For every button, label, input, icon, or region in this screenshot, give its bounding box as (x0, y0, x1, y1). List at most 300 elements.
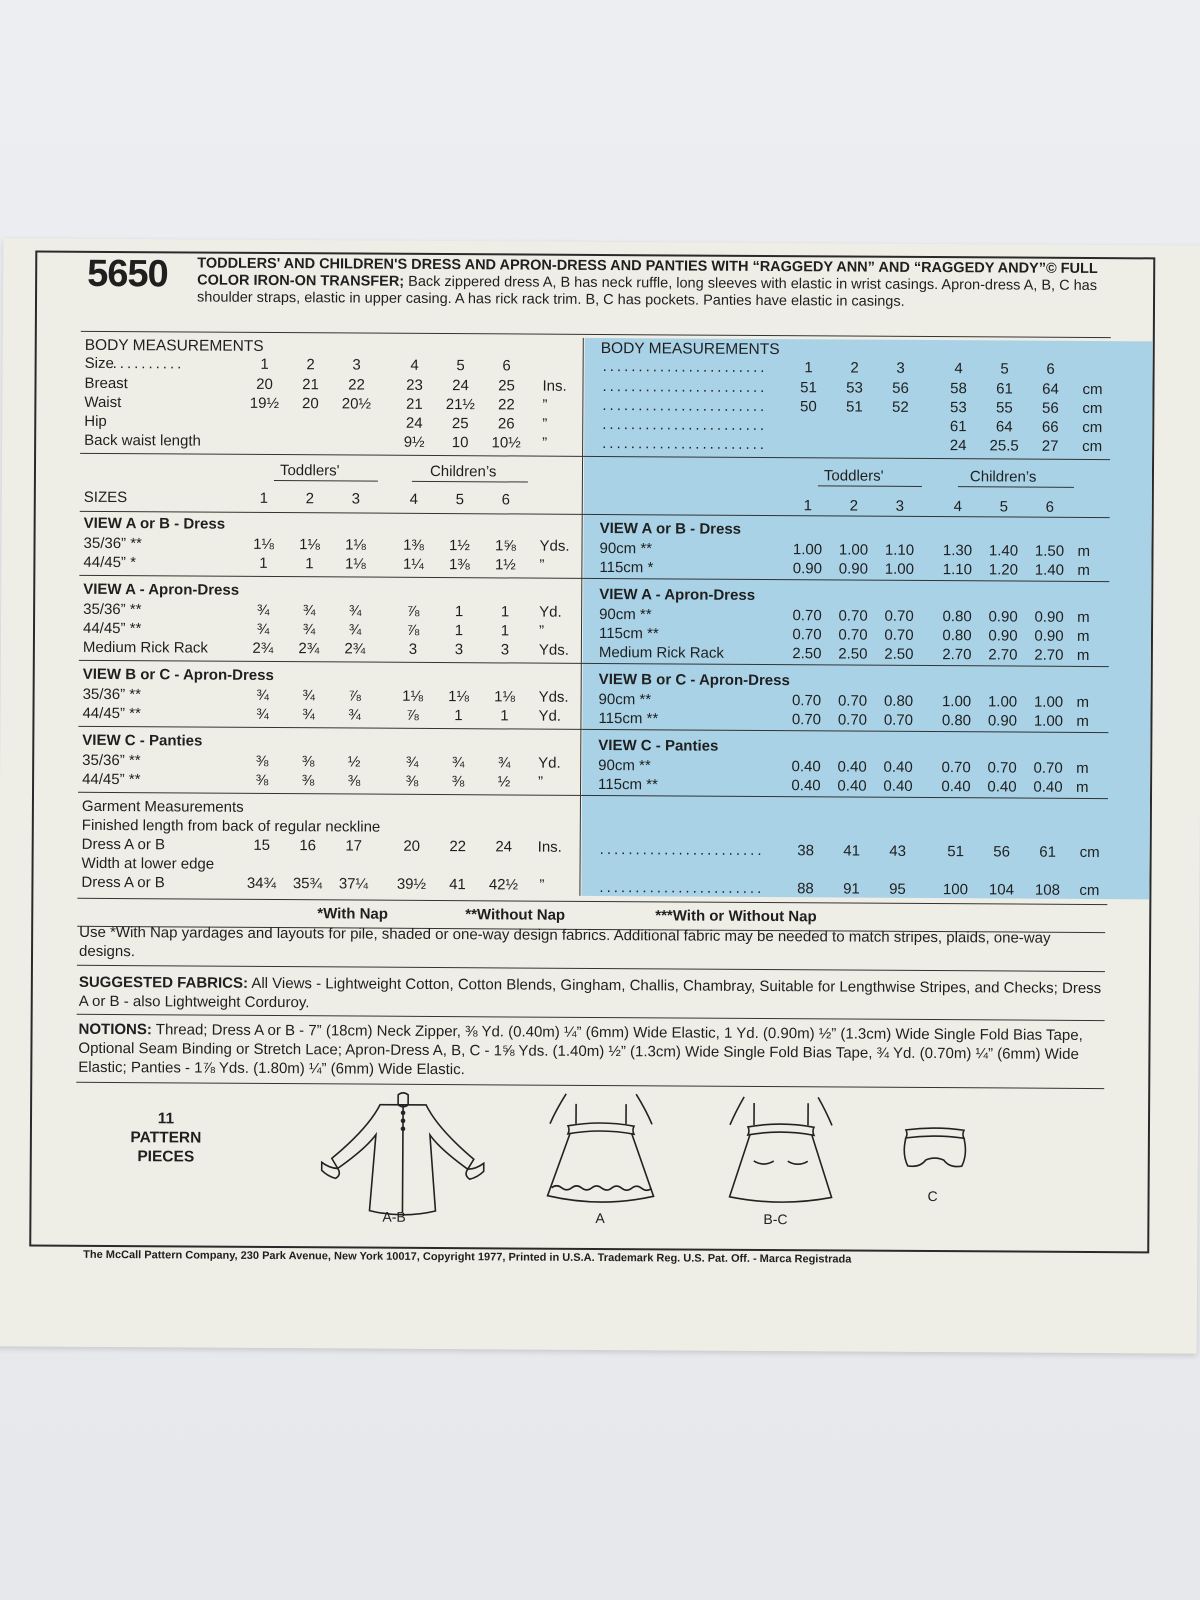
notions-text: Thread; Dress A or B - 7” (18cm) Neck Zipper, ⅜ Yd. (0.40m) ¼” (6mm) Wide Elastic, 1 Yd. (0.90m) ½” (1.3cm) Wide Single Fold Bias Tape, Optional Seam Binding or Stretch Lace; Apron-Dress A, B, C - 1⅝ Yds. (1.40m) ½” (1.3cm) Wide Single Fold Bias Tape, ¾ Yd. (0.70m) ¼” (6mm) Wide Elastic; Panties - 1⅞ Yds. (1.80m) ¼” (6mm) Wide Elastic. (78, 1021, 1083, 1079)
size-cell: 5 (456, 357, 465, 375)
body-measurements-heading-metric: BODY MEASUREMENTS (600, 339, 780, 359)
measurement-value: 22 (497, 396, 515, 414)
view-heading-metric: VIEW A - Apron-Dress (599, 585, 756, 604)
yardage-value: 3 (408, 640, 418, 658)
length-metric-unit: cm (1079, 843, 1100, 862)
measurement-value: 20 (256, 375, 273, 393)
pattern-pieces (116, 1109, 216, 1167)
yardage-value: ¾ (497, 754, 511, 772)
width-metric: 108 (1034, 881, 1060, 899)
metric-value: 0.70 (837, 711, 868, 729)
size-header: 4 (409, 490, 419, 508)
metric-value: 1.10 (884, 541, 915, 559)
body-measurements-heading: BODY MEASUREMENTS (84, 336, 264, 355)
yardage-label: 35/36” ** (83, 534, 142, 553)
yardage-label: 35/36” ** (83, 600, 142, 619)
size-header-metric: 4 (953, 498, 962, 516)
yardage-label: 44/45” ** (82, 770, 141, 789)
yardage-value: 1⅛ (345, 536, 367, 554)
apron-dress-bc-sketch (725, 1091, 836, 1212)
measurement-value: 20½ (341, 395, 372, 413)
yardage-value: 3 (500, 641, 510, 659)
yardage-value: ⅜ (255, 771, 269, 789)
length-metric: 61 (1039, 843, 1057, 861)
finished-length: Finished length from back of regular neckline (81, 816, 381, 836)
pattern-pieces-line1: PATTERN (130, 1129, 202, 1147)
metric-value: 0.90 (988, 608, 1018, 626)
measurement-metric: 50 (799, 398, 817, 416)
size-header: 1 (259, 489, 269, 507)
length-metric: 56 (993, 843, 1011, 861)
metric-unit: m (1076, 646, 1090, 664)
length-value: 17 (345, 837, 363, 855)
view-heading-metric: VIEW B or C - Apron-Dress (598, 670, 790, 690)
measurement-value: 23 (406, 376, 423, 394)
measurement-metric: 55 (995, 399, 1013, 417)
sizes-label: SIZES (83, 488, 128, 507)
yardage-value: ¾ (348, 602, 362, 620)
size-cell: 4 (410, 356, 419, 374)
length-metric: 51 (947, 843, 965, 861)
metric-value: 0.40 (1033, 778, 1063, 796)
metric-value: 0.40 (941, 778, 971, 796)
metric-value: 0.70 (838, 607, 868, 625)
panties-c-sketch (900, 1124, 970, 1174)
nap-legend-either: ***With or Without Nap (655, 907, 817, 926)
metric-value: 0.70 (941, 759, 971, 777)
pattern-envelope-back (0, 238, 1200, 1353)
notions-label: NOTIONS: (78, 1020, 152, 1039)
yardage-unit: Yds. (538, 641, 569, 659)
pattern-description (197, 256, 1117, 313)
metric-label: 90cm ** (598, 690, 652, 709)
yardage-unit: ” (539, 556, 545, 574)
yardage-value: ¾ (302, 602, 316, 620)
dot-leader: ....................... (602, 416, 768, 435)
yardage-value: 1⅝ (495, 537, 516, 555)
measurement-metric-unit: cm (1082, 437, 1103, 456)
metric-value: 2.50 (792, 645, 822, 663)
width-value: 39½ (396, 875, 427, 893)
measurement-value: 24 (452, 377, 469, 395)
publisher-credit: The McCall Pattern Company, 230 Park Avenue, New York 10017, Copyright 1977, Printed in U.S.A. Trademark Reg. U.S. Pat. Off. - Marca Registrada (83, 1248, 852, 1266)
yardage-value: ¾ (302, 621, 316, 639)
view-heading-metric: VIEW A or B - Dress (599, 519, 742, 538)
metric-value: 0.70 (792, 607, 822, 625)
measurement-value: 26 (497, 415, 515, 433)
yardage-value: 1⅛ (402, 687, 424, 705)
measurement-unit: ” (542, 415, 548, 433)
metric-value: 0.70 (1033, 759, 1063, 777)
yardage-value: ¾ (256, 686, 269, 704)
yardage-value: 2¾ (344, 640, 366, 658)
width-value: 41 (449, 876, 466, 894)
measurement-label: Hip (84, 412, 107, 430)
measurement-value: 21½ (445, 396, 476, 414)
measurement-value: 21 (405, 395, 423, 413)
childrens-group: Children’s (429, 462, 497, 481)
measurement-metric: 56 (892, 379, 909, 397)
size-header-metric: 6 (1045, 498, 1054, 516)
metric-value: 0.40 (791, 758, 821, 776)
measurement-metric: 61 (996, 380, 1013, 398)
measurement-value: 19½ (249, 394, 280, 413)
metric-value: 2.70 (988, 646, 1018, 664)
size-header-metric: 2 (849, 497, 858, 515)
yardage-value: 1½ (449, 537, 471, 555)
measurement-metric: 27 (1041, 437, 1059, 455)
pattern-title: TODDLERS' AND CHILDREN'S DRESS AND APRON-DRESS AND PANTIES WITH “RAGGEDY ANN” AND “RAGGEDY ANDY”© FULL COLOR IRON-ON TRANSFER; (197, 255, 1098, 290)
garment-heading: Garment Measurements (81, 797, 244, 816)
metric-label: 90cm ** (599, 605, 652, 624)
view-heading: VIEW C - Panties (82, 731, 203, 750)
nap-legend-with: *With Nap (317, 905, 389, 923)
metric-unit: m (1077, 608, 1090, 626)
length-value: 15 (253, 836, 271, 854)
measurement-label: Breast (84, 374, 128, 393)
pattern-pieces-line2: PIECES (137, 1148, 195, 1166)
size-header-metric: 1 (803, 497, 813, 515)
measurement-metric: 64 (995, 418, 1013, 436)
metric-value: 1.30 (942, 542, 973, 560)
yardage-value: 1 (454, 707, 463, 725)
metric-value: 1.40 (988, 542, 1019, 560)
yardage-label: 44/45” * (83, 553, 137, 572)
yardage-value: 1⅜ (403, 536, 425, 554)
width-metric-unit: cm (1079, 881, 1100, 900)
measurement-value: 25 (451, 415, 469, 433)
yardage-value: 1 (454, 603, 464, 621)
yardage-value: ⅞ (406, 602, 420, 620)
nap-legend-without: **Without Nap (465, 906, 566, 924)
size-cell: 6 (502, 357, 511, 375)
measurement-metric: 24 (949, 437, 967, 455)
yardage-value: ¾ (405, 753, 419, 771)
metric-value: 0.80 (941, 712, 972, 730)
measurement-value: 21 (302, 376, 319, 394)
size-cell-metric: 1 (804, 359, 813, 377)
width-metric: 104 (988, 881, 1015, 899)
metric-label: Medium Rick Rack (598, 643, 724, 662)
yardage-unit: Yds. (539, 537, 570, 555)
yardage-value: ⅜ (301, 772, 315, 790)
metric-value: 2.50 (884, 645, 914, 663)
view-label-ab: A-B (382, 1208, 406, 1225)
yardage-unit: Yds. (538, 688, 569, 706)
measurement-value: 25 (498, 377, 515, 395)
yardage-unit: Yd. (538, 707, 562, 725)
size-cell-metric: 5 (1000, 360, 1009, 378)
length-value: 24 (495, 838, 513, 856)
metric-value: 0.40 (987, 778, 1017, 796)
metric-value: 1.50 (1034, 542, 1065, 560)
measurement-metric: 64 (1042, 380, 1059, 398)
dot-leader: ....................... (602, 435, 768, 454)
metric-label: 90cm ** (598, 756, 651, 775)
metric-value: 0.70 (884, 607, 914, 625)
size-header-metric: 3 (895, 497, 904, 515)
yardage-value: 1 (500, 622, 510, 640)
view-label-c: C (927, 1188, 938, 1205)
yardage-value: ½ (497, 773, 511, 791)
metric-unit: m (1076, 712, 1090, 730)
metric-value: 0.70 (884, 626, 914, 644)
notions (78, 1020, 1103, 1083)
metric-value: 1.00 (1033, 712, 1064, 730)
yardage-value: ⅜ (451, 773, 465, 791)
yardage-value: 2¾ (252, 639, 274, 658)
view-label-bc: B-C (763, 1211, 788, 1228)
measurement-metric: 56 (1041, 399, 1059, 417)
length-value: 22 (449, 838, 467, 856)
metric-label: 115cm ** (598, 624, 659, 643)
measurement-metric-unit: cm (1082, 380, 1103, 399)
width-value: 37¼ (338, 875, 369, 893)
metric-value: 0.40 (791, 777, 821, 795)
measurement-metric: 66 (1041, 418, 1059, 436)
metric-value: 0.80 (942, 627, 972, 645)
metric-value: 0.70 (791, 711, 822, 729)
metric-value: 0.40 (883, 758, 913, 776)
dot-leader: .......... (112, 355, 185, 373)
metric-value: 0.90 (1034, 608, 1064, 626)
measurement-metric: 53 (846, 379, 863, 397)
measurement-value: 10 (451, 434, 469, 452)
yardage-value: ¾ (348, 706, 361, 724)
pattern-number: 5650 (87, 252, 168, 296)
childrens-group-metric: Children’s (969, 468, 1037, 486)
yardage-unit: ” (538, 622, 545, 640)
measurement-unit: ” (542, 434, 548, 452)
yardage-value: ⅞ (348, 687, 361, 705)
metric-label: 115cm ** (598, 775, 658, 794)
measurement-value: 10½ (491, 434, 521, 452)
yardage-value: ⅞ (406, 621, 420, 639)
pattern-details: Back zippered dress A, B has neck ruffle, long sleeves with elastic in wrist casings. Apron-dress A, B, C has shoulder straps, elastic in upper casing. A has rick rack trim. B, C has pockets. Panties have elastic in casings. (196, 273, 1098, 310)
size-header-metric: 5 (999, 498, 1008, 516)
measurement-metric: 52 (891, 398, 909, 416)
length-unit: Ins. (537, 838, 562, 856)
metric-value: 1.00 (941, 693, 972, 711)
metric-value: 0.70 (837, 692, 868, 710)
size-header: 5 (455, 491, 465, 509)
yardage-label: 44/45” ** (82, 704, 141, 723)
metric-value: 0.80 (942, 608, 972, 626)
yardage-value: ⅜ (301, 753, 315, 771)
yardage-value: 3 (454, 641, 464, 659)
yardage-label: 35/36” ** (82, 751, 141, 770)
yardage-value: 1⅛ (344, 555, 366, 573)
metric-value: 0.70 (838, 626, 868, 644)
metric-value: 0.70 (791, 692, 822, 710)
metric-unit: m (1077, 561, 1090, 579)
length-value: 16 (299, 837, 317, 855)
yardage-value: 1 (500, 603, 510, 621)
width-metric: 91 (843, 880, 860, 898)
yardage-value: ¾ (256, 705, 269, 723)
view-heading: VIEW B or C - Apron-Dress (82, 665, 274, 685)
metric-value: 0.70 (792, 626, 822, 644)
yardage-value: 1⅛ (253, 535, 275, 554)
size-cell: 1 (260, 355, 269, 373)
measurement-metric-unit: cm (1082, 418, 1103, 437)
size-header: 6 (501, 491, 511, 509)
metric-value: 1.40 (1034, 561, 1065, 579)
yardage-value: 1 (454, 622, 464, 640)
metric-value: 1.00 (987, 693, 1018, 711)
metric-value: 2.70 (942, 646, 972, 664)
fabrics-text: All Views - Lightweight Cotton, Cotton Blends, Gingham, Challis, Chambray, Suitable for Lengthwise Stripes, and Checks; Dress A or B - also Lightweight Corduroy. (78, 974, 1102, 1012)
metric-value: 1.20 (988, 561, 1019, 579)
view-label-a: A (595, 1209, 605, 1227)
yardage-value: ¾ (348, 621, 362, 639)
suggested-fabrics (79, 973, 1104, 1017)
yardage-value: ¾ (302, 687, 315, 705)
size-cell: 2 (306, 356, 315, 374)
metric-value: 0.90 (792, 560, 823, 578)
dot-leader: ....................... (602, 358, 768, 377)
size-header: 3 (351, 490, 361, 508)
length-metric: 41 (843, 842, 861, 860)
metric-value: 1.10 (942, 561, 973, 579)
yardage-value: ¾ (451, 754, 465, 772)
fabrics-label: SUGGESTED FABRICS: (78, 973, 249, 992)
width-metric: 95 (889, 880, 906, 898)
metric-value: 0.80 (883, 692, 914, 710)
nap-note: Use *With Nap yardages and layouts for pile, shaded or one-way design fabrics. Additional fabric may be needed to match stripes, plaids, one-way designs. (78, 923, 1051, 961)
width-unit: ” (539, 876, 545, 894)
metric-value: 0.40 (837, 777, 867, 795)
yardage-unit: Yd. (538, 754, 561, 772)
measurement-value: 9½ (403, 433, 425, 451)
toddlers-group: Toddlers' (279, 462, 340, 480)
measurement-value: 20 (301, 395, 319, 413)
yardage-value: ⅜ (347, 772, 361, 790)
yardage-value: 1⅛ (494, 688, 516, 706)
length-value: 20 (403, 837, 421, 855)
yardage-value: ¾ (256, 601, 270, 619)
yardage-value: 1 (500, 707, 509, 725)
yardage-value: 2¾ (298, 640, 320, 658)
measurement-label: Waist (84, 393, 122, 412)
metric-value: 0.40 (883, 777, 913, 795)
yardage-value: ½ (347, 753, 361, 771)
metric-unit: m (1076, 778, 1089, 796)
yardage-value: ⅜ (405, 772, 419, 790)
dress-label: Dress A or B (81, 835, 166, 854)
metric-label: 90cm ** (599, 539, 653, 558)
measurement-metric: 61 (949, 418, 967, 436)
metric-value: 0.40 (837, 758, 867, 776)
yardage-value: 1⅛ (448, 688, 470, 706)
yardage-value: 1½ (494, 556, 516, 574)
metric-value: 2.50 (838, 645, 868, 663)
yardage-value: 1⅜ (448, 556, 470, 574)
yardage-unit: ” (538, 773, 544, 791)
toddlers-group-metric: Toddlers' (823, 467, 884, 485)
measurement-unit: ” (542, 396, 548, 414)
measurement-metric: 53 (949, 399, 967, 417)
length-metric: 43 (889, 842, 907, 860)
width-value: 34¾ (246, 874, 277, 893)
measurement-metric: 51 (845, 398, 863, 416)
measurement-metric-unit: cm (1082, 399, 1103, 418)
size-cell-metric: 4 (954, 360, 963, 378)
view-heading: VIEW A - Apron-Dress (83, 580, 240, 599)
dot-leader: ....................... (599, 878, 765, 898)
size-cell-metric: 3 (896, 359, 905, 377)
measurement-metric: 51 (800, 379, 817, 397)
metric-value: 1.00 (884, 560, 915, 578)
dot-leader: ....................... (602, 378, 768, 397)
metric-unit: m (1077, 542, 1091, 560)
size-cell-metric: 2 (850, 359, 859, 377)
view-heading-metric: VIEW C - Panties (598, 736, 719, 755)
metric-value: 0.90 (1034, 627, 1064, 645)
size-cell: 3 (352, 356, 361, 374)
view-heading: VIEW A or B - Dress (83, 514, 226, 533)
metric-label: 115cm * (599, 558, 654, 577)
yardage-label: 44/45” ** (82, 619, 142, 638)
metric-value: 1.00 (792, 541, 823, 559)
metric-value: 2.70 (1034, 646, 1064, 664)
metric-label: 115cm ** (598, 709, 659, 728)
width-label: Width at lower edge (81, 854, 215, 873)
length-metric: 38 (797, 842, 815, 860)
yardage-label: 35/36” ** (82, 685, 142, 704)
metric-value: 0.70 (883, 711, 914, 729)
width-value: 42½ (488, 876, 519, 894)
pattern-pieces-count: 11 (157, 1110, 175, 1128)
measurement-value: 22 (348, 376, 365, 394)
metric-unit: m (1076, 627, 1090, 645)
measurement-label: Back waist length (84, 431, 201, 450)
metric-unit: m (1076, 693, 1090, 711)
metric-value: 0.90 (988, 627, 1018, 645)
size-header: 2 (305, 490, 315, 508)
metric-value: 0.70 (987, 759, 1017, 777)
apron-dress-a-sketch (545, 1090, 656, 1211)
dress-label: Dress A or B (81, 873, 165, 892)
yardage-value: ¾ (302, 706, 315, 724)
yardage-value: ⅜ (255, 752, 269, 770)
yardage-value: 1 (259, 554, 268, 572)
size-label: Size (84, 354, 114, 373)
yardage-label: Medium Rick Rack (82, 638, 208, 657)
yardage-value: ¾ (256, 620, 270, 638)
measurement-metric: 25.5 (989, 437, 1019, 455)
measurement-metric: 58 (950, 380, 967, 398)
size-cell-metric: 6 (1046, 360, 1055, 378)
dot-leader: ....................... (599, 840, 765, 860)
metric-value: 0.90 (838, 560, 869, 578)
metric-unit: m (1076, 759, 1089, 777)
yardage-value: ⅞ (406, 706, 419, 724)
yardage-value: 1 (305, 555, 314, 573)
metric-value: 0.90 (987, 712, 1018, 730)
width-metric: 88 (797, 880, 814, 898)
yardage-value: 1⅛ (299, 536, 321, 554)
yardage-value: 1¼ (402, 555, 424, 573)
width-value: 35¾ (292, 875, 323, 893)
measurement-unit: Ins. (542, 377, 567, 395)
yardage-unit: Yd. (539, 603, 562, 621)
width-metric: 100 (942, 881, 969, 899)
metric-value: 1.00 (1033, 693, 1064, 711)
measurement-value: 24 (405, 414, 423, 432)
dot-leader: ....................... (602, 397, 768, 416)
metric-value: 1.00 (838, 541, 869, 559)
